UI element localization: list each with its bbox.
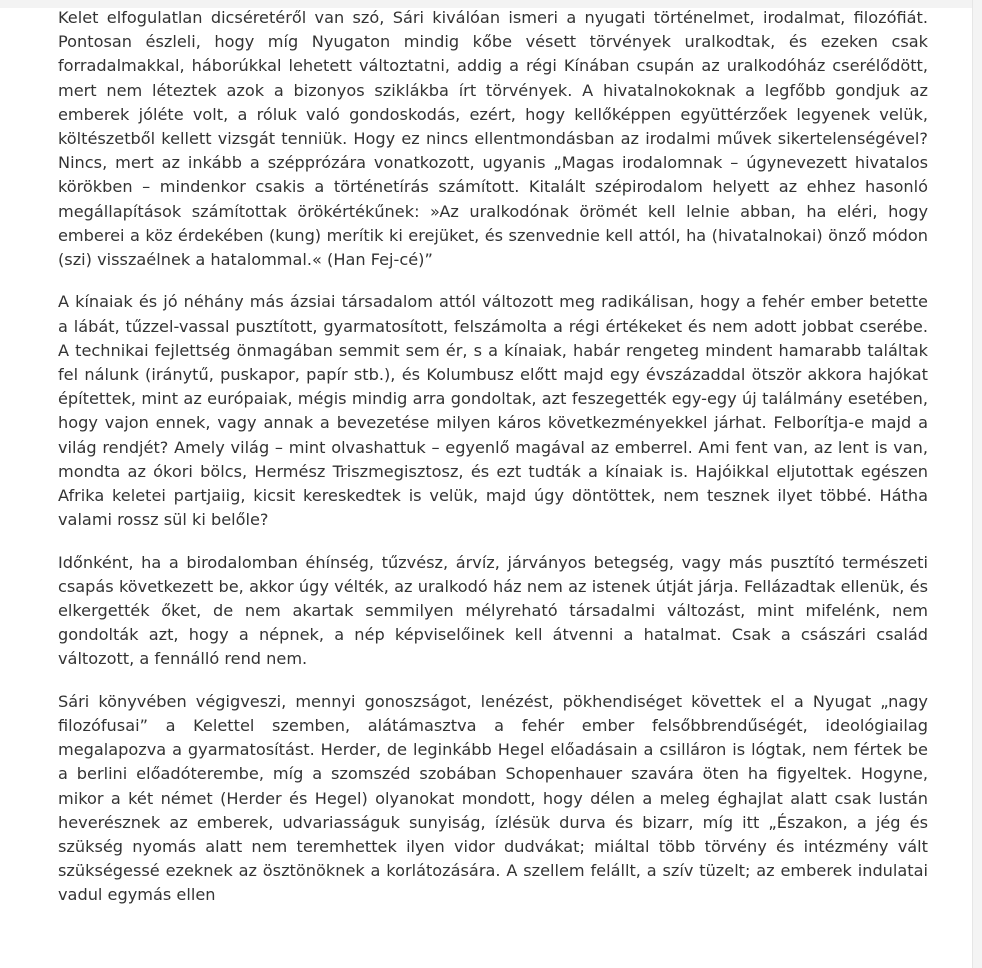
paragraph-2: A kínaiak és jó néhány más ázsiai társadalom attól változott meg radikálisan, hogy a fehér ember betette a lábát, tűzzel-vassal pusztított, gyarmatosított, felszámolta a régi értékeket és nem adott jobbat cserébe. A technikai fejlettség önmagában semmit sem ér, s a kínaiak, habár rengeteg mindent hamarabb találtak fel nálunk (iránytű, puskapor, papír stb.), és Kolumbusz előtt majd egy évszázaddal ötször akkora hajókat építettek, mint az európaiak, mégis mindig arra gondoltak, azt feszegették egy-egy új találmány esetében, hogy vajon ennek, vagy annak a bevezetése milyen káros következményekkel járhat. Felborítja-e majd a világ rendjét? Amely világ – mint olvashattuk – egyenlő magával az emberrel. Ami fent van, az lent is van, mondta az ókori bölcs, Hermész Triszmegisztosz, és ezt tudták a kínaiak is. Hajóikkal eljutottak egészen Afrika keletei partjaiig, kicsit kereskedtek is velük, majd úgy döntöttek, nem tesznek ilyet többé. Hátha valami rossz sül ki belőle? (58, 292, 928, 530)
article-body (58, 6, 928, 926)
scrollbar[interactable] (972, 0, 982, 968)
paragraph-1: Kelet elfogulatlan dicséretéről van szó, Sári kiválóan ismeri a nyugati történelmet, irodalmat, filozófiát. Pontosan észleli, hogy míg Nyugaton mindig kőbe vésett törvények uralkodtak, és ezeken csak forradalmakkal, háborúkkal lehetett változtatni, addig a régi Kínában csupán az uralkodóház cserélődött, mert nem léteztek azok a bizonyos sziklákba írt törvények. A hivatalnokoknak a legfőbb gondjuk az emberek jóléte volt, a róluk való gondoskodás, ezért, hogy kellőképpen együttérzőek legyenek velük, költészetből kellett vizsgát tenniük. Hogy ez nincs ellentmondásban az irodalmi művek sikertelenségével? Nincs, mert az inkább a szépprózára vonatkozott, ugyanis „Magas irodalomnak – úgynevezett hivatalos körökben – mindenkor csakis a történetírás számított. Kitalált szépirodalom helyett az ehhez hasonló megállapítások számítottak örökértékűnek: »Az uralkodónak örömét kell lelnie abban, ha eléri, hogy emberei a köz érdekében (kung) merítik ki erejüket, és szenvednie kell attól, ha (hivatalnokai) önző módon (szi) visszaélnek a hatalommal.« (Han Fej-cé)” (58, 8, 928, 270)
paragraph-4: Sári könyvében végigveszi, mennyi gonoszságot, lenézést, pökhendiséget követtek el a Nyugat „nagy filozófusai” a Kelettel szemben, alátámasztva a fehér ember felsőbbrendűségét, ideológiailag megalapozva a gyarmatosítást. Herder, de leginkább Hegel előadásain a csilláron is lógtak, nem fértek be a berlini előadóterembe, míg a szomszéd szobában Schopenhauer szavára öten ha figyeltek. Hogyne, mikor a két német (Herder és Hegel) olyanokat mondott, hogy délen a meleg éghajlat alatt csak lustán heverésznek az emberek, udvariasságuk sunyiság, ízlésük durva és bizarr, míg itt „Északon, a jég és szükség nyomás alatt nem teremhettek ilyen vidor dudvákat; miáltal több törvény és intézmény vált szükségessé ezeknek az ösztönöknek a korlátozására. A szellem felállt, a szív tüzelt; az emberek indulatai vadul egymás ellen (58, 691, 928, 905)
paragraph-3: Időnként, ha a birodalomban éhínség, tűzvész, árvíz, járványos betegség, vagy más pusztító természeti csapás következett be, akkor úgy vélték, az uralkodó ház nem az istenek útját járja. Fellázadtak ellenük, és elkergették őket, de nem akartak semmilyen mélyreható társadalmi változást, mint mifelénk, nem gondolták azt, hogy a népnek, a nép képviselőinek kell átvenni a hatalmat. Csak a császári család változott, a fennálló rend nem. (58, 552, 928, 669)
